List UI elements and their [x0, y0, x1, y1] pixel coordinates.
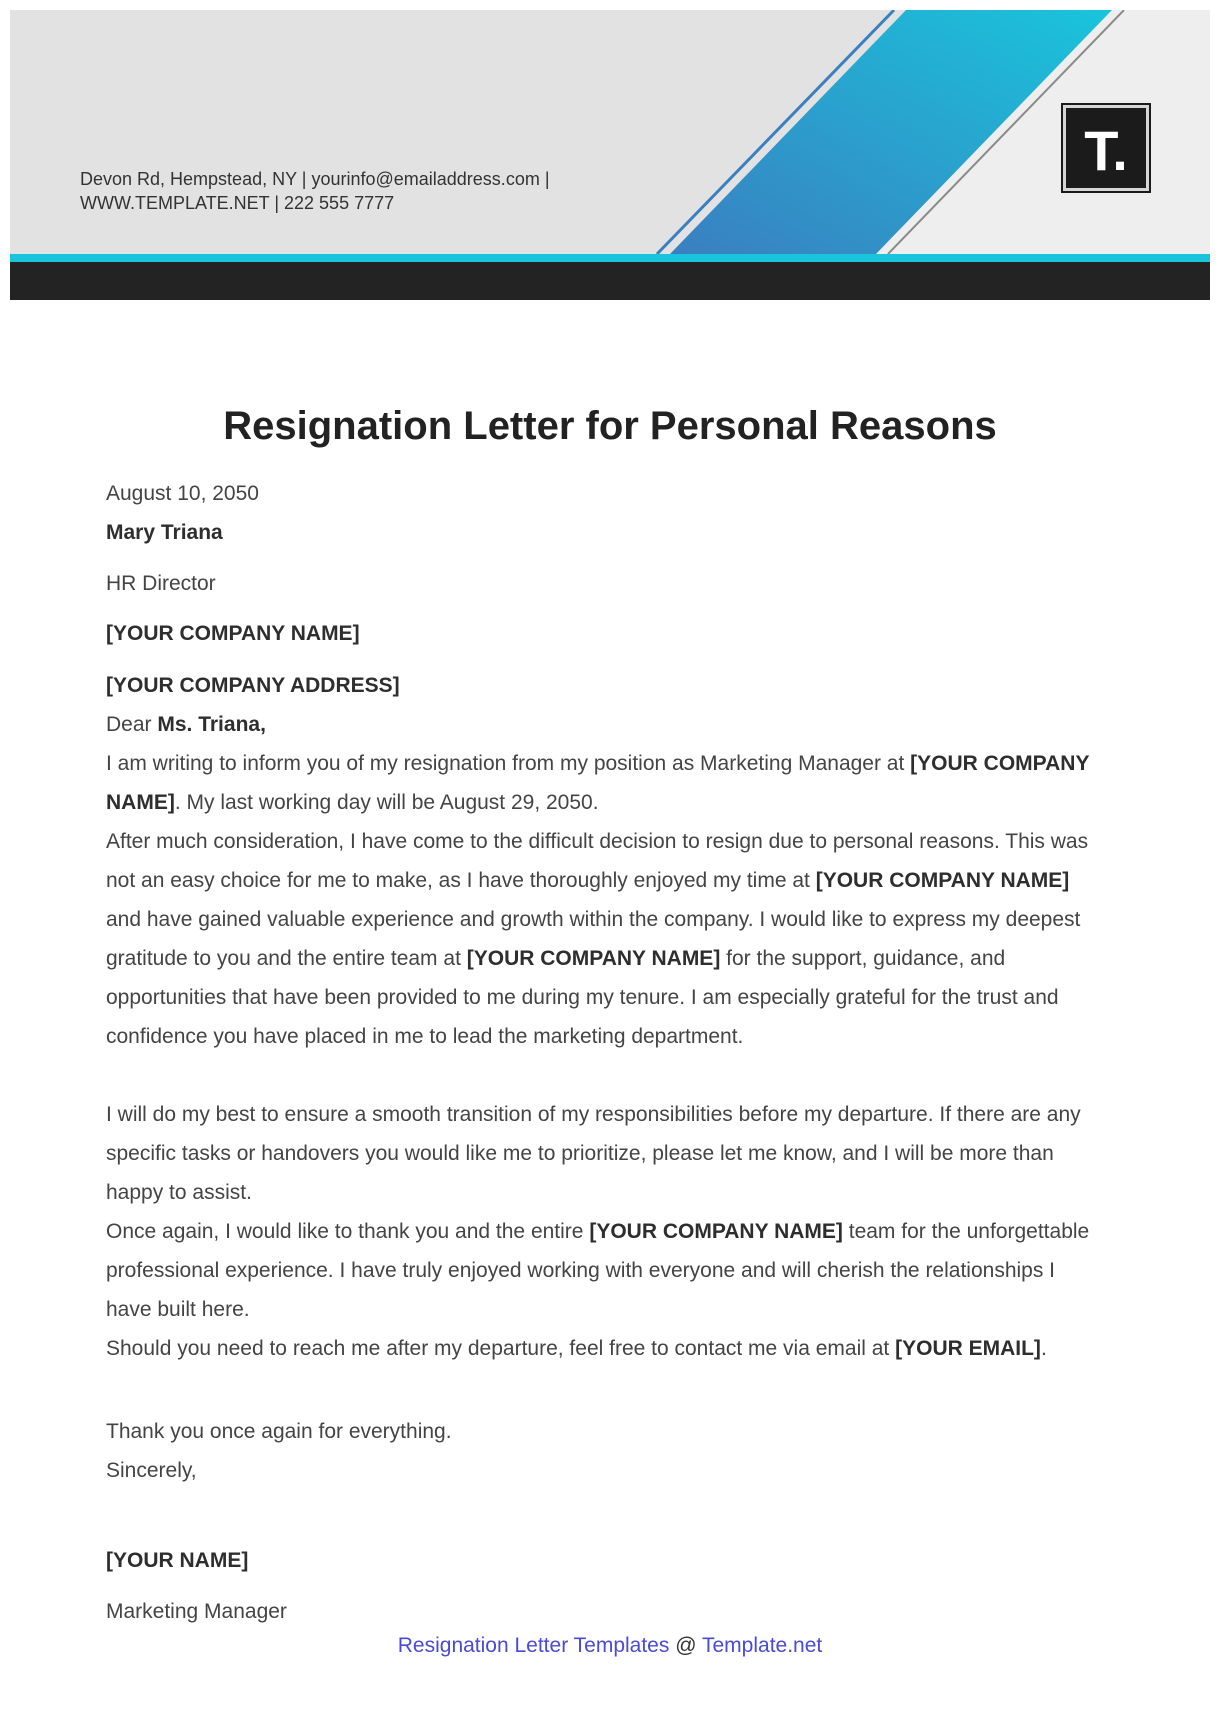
- closing-thanks: Thank you once again for everything.: [106, 1420, 452, 1443]
- paragraph-thanks: [106, 1212, 1106, 1329]
- logo-text: T.: [1084, 119, 1128, 182]
- closing: Sincerely,: [106, 1459, 197, 1482]
- contact-info: [80, 167, 550, 215]
- paragraph-reasons-gratitude: [106, 822, 1106, 1056]
- logo-t-icon: [1066, 108, 1147, 189]
- contact-line-address-email: Devon Rd, Hempstead, NY | yourinfo@emailaddress.com |: [80, 169, 550, 189]
- contact-line-website-phone: WWW.TEMPLATE.NET | 222 555 7777: [80, 193, 395, 213]
- p2-text: After much consideration, I have come to the difficult decision to resign due to personal reasons. This was not an easy choice for me to make, as I have thoroughly enjoyed my time at: [106, 830, 1089, 892]
- sender-title: Marketing Manager: [106, 1600, 287, 1623]
- banner-graphic: [10, 10, 1210, 300]
- template-logo: [1063, 105, 1149, 191]
- p5-text: Should you need to reach me after my departure, feel free to contact me via email at: [106, 1337, 890, 1360]
- salutation-name: Ms. Triana,: [157, 713, 266, 736]
- p5-email: [YOUR EMAIL]: [895, 1337, 1041, 1360]
- recipient-name: Mary Triana: [106, 521, 223, 544]
- p3-text: I will do my best to ensure a smooth transition of my responsibilities before my departure. If there are any specific tasks or handovers you would like me to prioritize, please let me know, and I will be more than happy to assist.: [106, 1103, 1081, 1204]
- sender-name: [YOUR NAME]: [106, 1549, 249, 1572]
- resignation-templates-link[interactable]: Resignation Letter Templates: [397, 1634, 670, 1657]
- salutation-prefix: Dear: [106, 713, 152, 736]
- p4-text: Once again, I would like to thank you and the entire: [106, 1220, 584, 1243]
- p1-text-end: . My last working day will be August 29, 2050.: [174, 791, 599, 814]
- p2-company-2: [YOUR COMPANY NAME]: [466, 947, 721, 970]
- p1-company: [YOUR COMPANY NAME]: [106, 752, 1090, 814]
- company-name: [YOUR COMPANY NAME]: [106, 622, 360, 645]
- paragraph-contact: [106, 1329, 1106, 1368]
- paragraph-transition: [106, 1095, 1106, 1212]
- footer-attribution: [0, 1634, 1220, 1658]
- paragraph-resignation-notice: [106, 744, 1106, 822]
- p2-text-end: for the support, guidance, and opportunities that have been provided to me during my tenure. I am especially grateful for the trust and confidence you have placed in me to lead the marketing department.: [106, 947, 1059, 1048]
- letter-date: August 10, 2050: [106, 482, 259, 505]
- letterhead-banner: [10, 10, 1210, 300]
- p4-company: [YOUR COMPANY NAME]: [589, 1220, 843, 1243]
- company-address: [YOUR COMPANY ADDRESS]: [106, 674, 400, 697]
- p1-text: I am writing to inform you of my resignation from my position as Marketing Manager at: [106, 752, 905, 775]
- p4-text-end: team for the unforgettable professional experience. I have truly enjoyed working with everyone and will cherish the relationships I have built here.: [106, 1220, 1090, 1321]
- footer-separator: @: [675, 1634, 697, 1657]
- recipient-title: HR Director: [106, 572, 216, 595]
- p5-text-end: .: [1040, 1337, 1047, 1360]
- template-net-link[interactable]: Template.net: [702, 1634, 823, 1657]
- salutation: [106, 713, 266, 737]
- p2-company: [YOUR COMPANY NAME]: [815, 869, 1070, 892]
- document-title: Resignation Letter for Personal Reasons: [223, 404, 997, 448]
- p2-text-mid: and have gained valuable experience and growth within the company. I would like to express my deepest gratitude to you and the entire team at: [106, 908, 1081, 970]
